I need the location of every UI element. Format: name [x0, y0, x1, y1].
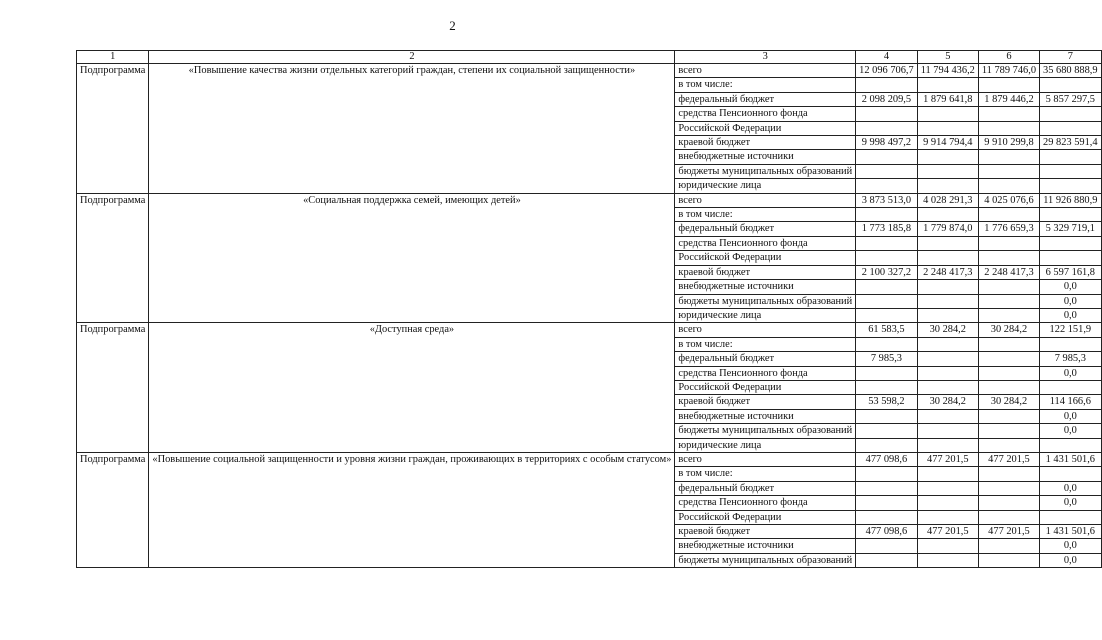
year-value: [856, 496, 918, 510]
total-value: 11 926 880,9: [1040, 193, 1102, 207]
funding-source: бюджеты муниципальных образований: [675, 164, 856, 178]
year-value: [978, 366, 1039, 380]
year-value: [978, 179, 1039, 193]
year-value: [856, 366, 918, 380]
year-value: [917, 251, 978, 265]
year-value: [856, 121, 918, 135]
year-value: [978, 337, 1039, 351]
year-value: 3 873 513,0: [856, 193, 918, 207]
year-value: 1 776 659,3: [978, 222, 1039, 236]
total-value: [1040, 380, 1102, 394]
year-value: [978, 251, 1039, 265]
year-value: 1 879 446,2: [978, 92, 1039, 106]
year-value: [978, 308, 1039, 322]
total-value: 1 431 501,6: [1040, 452, 1102, 466]
year-value: [856, 150, 918, 164]
column-header: 6: [978, 51, 1039, 64]
total-value: [1040, 150, 1102, 164]
year-value: [856, 280, 918, 294]
year-value: [917, 78, 978, 92]
year-value: [978, 467, 1039, 481]
funding-source: средства Пенсионного фонда: [675, 366, 856, 380]
year-value: 9 998 497,2: [856, 136, 918, 150]
year-value: [856, 251, 918, 265]
year-value: [978, 236, 1039, 250]
funding-source: в том числе:: [675, 208, 856, 222]
total-value: [1040, 121, 1102, 135]
total-value: 35 680 888,9: [1040, 64, 1102, 78]
table-row: [77, 323, 1102, 337]
year-value: [917, 337, 978, 351]
subprogram-name: «Повышение социальной защищенности и уровня жизни граждан, проживающих в территориях с особым статусом»: [149, 452, 675, 567]
funding-source: в том числе:: [675, 78, 856, 92]
year-value: 4 028 291,3: [917, 193, 978, 207]
year-value: [917, 467, 978, 481]
total-value: 5 329 719,1: [1040, 222, 1102, 236]
column-header: 5: [917, 51, 978, 64]
total-value: [1040, 107, 1102, 121]
total-value: 0,0: [1040, 280, 1102, 294]
year-value: [856, 78, 918, 92]
funding-source: средства Пенсионного фонда: [675, 107, 856, 121]
year-value: [856, 236, 918, 250]
year-value: [917, 164, 978, 178]
year-value: 477 098,6: [856, 525, 918, 539]
year-value: [917, 481, 978, 495]
year-value: [917, 236, 978, 250]
year-value: [856, 308, 918, 322]
year-value: [978, 553, 1039, 567]
total-value: 0,0: [1040, 553, 1102, 567]
year-value: [978, 280, 1039, 294]
funding-source: Российской Федерации: [675, 380, 856, 394]
total-value: 29 823 591,4: [1040, 136, 1102, 150]
total-value: 6 597 161,8: [1040, 265, 1102, 279]
year-value: [978, 352, 1039, 366]
funding-source: всего: [675, 64, 856, 78]
year-value: [978, 409, 1039, 423]
column-header: 2: [149, 51, 675, 64]
year-value: [917, 352, 978, 366]
year-value: 477 201,5: [978, 525, 1039, 539]
funding-source: юридические лица: [675, 308, 856, 322]
total-value: 114 166,6: [1040, 395, 1102, 409]
year-value: [856, 438, 918, 452]
year-value: [978, 121, 1039, 135]
total-value: 122 151,9: [1040, 323, 1102, 337]
year-value: 61 583,5: [856, 323, 918, 337]
year-value: [856, 294, 918, 308]
year-value: 30 284,2: [978, 395, 1039, 409]
funding-source: средства Пенсионного фонда: [675, 236, 856, 250]
total-value: [1040, 164, 1102, 178]
year-value: 1 779 874,0: [917, 222, 978, 236]
header-row: [77, 51, 1102, 64]
year-value: 477 201,5: [917, 525, 978, 539]
year-value: [856, 409, 918, 423]
funding-source: федеральный бюджет: [675, 352, 856, 366]
column-header: 7: [1040, 51, 1102, 64]
funding-source: всего: [675, 452, 856, 466]
funding-source: краевой бюджет: [675, 136, 856, 150]
year-value: [978, 424, 1039, 438]
year-value: [978, 164, 1039, 178]
subprogram-type: Подпрограмма: [77, 323, 149, 453]
year-value: 12 096 706,7: [856, 64, 918, 78]
subprogram-name: «Повышение качества жизни отдельных категорий граждан, степени их социальной защищенности»: [149, 64, 675, 194]
funding-source: Российской Федерации: [675, 510, 856, 524]
funding-source: Российской Федерации: [675, 251, 856, 265]
funding-source: бюджеты муниципальных образований: [675, 553, 856, 567]
total-value: 0,0: [1040, 409, 1102, 423]
funding-source: юридические лица: [675, 438, 856, 452]
total-value: [1040, 510, 1102, 524]
funding-source: Российской Федерации: [675, 121, 856, 135]
year-value: 7 985,3: [856, 352, 918, 366]
year-value: 2 248 417,3: [978, 265, 1039, 279]
total-value: [1040, 179, 1102, 193]
year-value: [978, 78, 1039, 92]
column-header: 3: [675, 51, 856, 64]
funding-source: федеральный бюджет: [675, 481, 856, 495]
year-value: [978, 496, 1039, 510]
year-value: [917, 280, 978, 294]
funding-source: краевой бюджет: [675, 525, 856, 539]
total-value: 0,0: [1040, 308, 1102, 322]
year-value: [917, 294, 978, 308]
year-value: [856, 179, 918, 193]
year-value: 30 284,2: [917, 395, 978, 409]
total-value: [1040, 78, 1102, 92]
year-value: [856, 510, 918, 524]
year-value: 477 201,5: [917, 452, 978, 466]
year-value: [917, 553, 978, 567]
funding-source: всего: [675, 323, 856, 337]
year-value: [978, 107, 1039, 121]
year-value: [978, 380, 1039, 394]
year-value: [856, 467, 918, 481]
year-value: 2 098 209,5: [856, 92, 918, 106]
year-value: [917, 179, 978, 193]
year-value: 11 794 436,2: [917, 64, 978, 78]
year-value: [856, 424, 918, 438]
year-value: [917, 424, 978, 438]
year-value: [917, 438, 978, 452]
year-value: 2 248 417,3: [917, 265, 978, 279]
year-value: 477 098,6: [856, 452, 918, 466]
year-value: [917, 121, 978, 135]
total-value: [1040, 467, 1102, 481]
total-value: [1040, 208, 1102, 222]
year-value: [917, 539, 978, 553]
total-value: 0,0: [1040, 481, 1102, 495]
year-value: [917, 366, 978, 380]
table-row: [77, 64, 1102, 78]
total-value: 0,0: [1040, 539, 1102, 553]
page-number: 2: [449, 18, 456, 33]
year-value: [856, 481, 918, 495]
subprogram-type: Подпрограмма: [77, 452, 149, 567]
year-value: 4 025 076,6: [978, 193, 1039, 207]
total-value: [1040, 236, 1102, 250]
budget-table: [76, 50, 1102, 568]
year-value: 477 201,5: [978, 452, 1039, 466]
table-row: [77, 452, 1102, 466]
funding-source: внебюджетные источники: [675, 409, 856, 423]
year-value: [917, 496, 978, 510]
year-value: [917, 409, 978, 423]
funding-source: внебюджетные источники: [675, 539, 856, 553]
funding-source: краевой бюджет: [675, 395, 856, 409]
year-value: [856, 553, 918, 567]
year-value: [917, 510, 978, 524]
total-value: [1040, 251, 1102, 265]
total-value: 0,0: [1040, 366, 1102, 380]
year-value: [856, 107, 918, 121]
year-value: [856, 208, 918, 222]
total-value: 0,0: [1040, 496, 1102, 510]
year-value: [856, 164, 918, 178]
year-value: 9 914 794,4: [917, 136, 978, 150]
total-value: 0,0: [1040, 294, 1102, 308]
year-value: [917, 208, 978, 222]
funding-source: бюджеты муниципальных образований: [675, 294, 856, 308]
column-header: 4: [856, 51, 918, 64]
total-value: 1 431 501,6: [1040, 525, 1102, 539]
funding-source: федеральный бюджет: [675, 92, 856, 106]
year-value: [978, 150, 1039, 164]
total-value: 0,0: [1040, 424, 1102, 438]
year-value: 1 773 185,8: [856, 222, 918, 236]
subprogram-type: Подпрограмма: [77, 64, 149, 194]
year-value: 9 910 299,8: [978, 136, 1039, 150]
total-value: 5 857 297,5: [1040, 92, 1102, 106]
year-value: 11 789 746,0: [978, 64, 1039, 78]
year-value: [856, 380, 918, 394]
year-value: 2 100 327,2: [856, 265, 918, 279]
year-value: [917, 308, 978, 322]
funding-source: всего: [675, 193, 856, 207]
year-value: [978, 208, 1039, 222]
year-value: [856, 337, 918, 351]
year-value: 1 879 641,8: [917, 92, 978, 106]
funding-source: краевой бюджет: [675, 265, 856, 279]
funding-source: федеральный бюджет: [675, 222, 856, 236]
funding-source: внебюджетные источники: [675, 150, 856, 164]
funding-source: в том числе:: [675, 467, 856, 481]
year-value: [917, 107, 978, 121]
year-value: [978, 438, 1039, 452]
year-value: [978, 481, 1039, 495]
subprogram-name: «Доступная среда»: [149, 323, 675, 453]
subprogram-name: «Социальная поддержка семей, имеющих детей»: [149, 193, 675, 323]
funding-source: средства Пенсионного фонда: [675, 496, 856, 510]
year-value: [917, 380, 978, 394]
year-value: [917, 150, 978, 164]
year-value: 30 284,2: [978, 323, 1039, 337]
table-row: [77, 193, 1102, 207]
funding-source: в том числе:: [675, 337, 856, 351]
year-value: 53 598,2: [856, 395, 918, 409]
funding-source: внебюджетные источники: [675, 280, 856, 294]
year-value: [978, 294, 1039, 308]
total-value: [1040, 438, 1102, 452]
column-header: 1: [77, 51, 149, 64]
table-body: [77, 64, 1102, 568]
subprogram-type: Подпрограмма: [77, 193, 149, 323]
funding-source: бюджеты муниципальных образований: [675, 424, 856, 438]
total-value: [1040, 337, 1102, 351]
year-value: 30 284,2: [917, 323, 978, 337]
total-value: 7 985,3: [1040, 352, 1102, 366]
funding-source: юридические лица: [675, 179, 856, 193]
year-value: [978, 539, 1039, 553]
year-value: [856, 539, 918, 553]
year-value: [978, 510, 1039, 524]
